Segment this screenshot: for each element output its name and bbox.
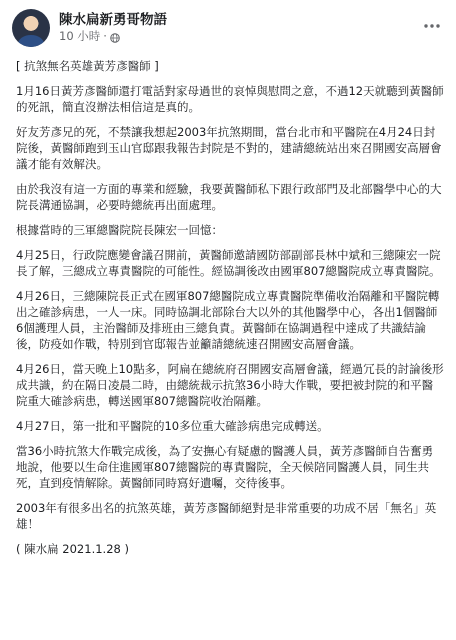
- post-header: [12, 8, 167, 48]
- post-meta: [59, 12, 167, 44]
- post-paragraph: 4月25日，行政院應變會議召開前，黃醫師邀請國防部副部長林中斌和三總陳宏一院長了解，三總成立專責醫院的可能性。經協調後改由國軍807總醫院成立專責醫院。: [16, 248, 441, 278]
- post-paragraph: 4月27日，第一批和平醫院的10多位重大確診病患完成轉送。: [16, 419, 329, 433]
- post-paragraph: 由於我沒有這一方面的專業和經驗，我要黃醫師私下跟行政部門及北部醫學中心的大院長溝通協調，必要時總統再出面處理。: [16, 182, 442, 212]
- avatar[interactable]: [12, 9, 50, 47]
- post-paragraph: 4月26日，三總陳院長正式在國軍807總醫院成立專責醫院準備收治隔離和平醫院轉出之確診病患，一人一床。同時協調北部除台大以外的其他醫學中心，各出1個醫師6個護理人員，主治醫師及排班由三總負責。黃醫師在協調過程中達成了共識結論後，防疫如作戰，特別到官邸報告並籲請總統速召開國安高層會議。: [16, 289, 440, 351]
- post-paragraph: 1月16日黃芳彥醫師還打電話對家母過世的哀悼與慰問之意，不過12天就聽到黃醫師的死訊，簡直沒辦法相信這是真的。: [16, 84, 444, 114]
- post-paragraph: 根據當時的三軍總醫院院長陳宏一回憶：: [16, 223, 223, 237]
- post-signature: ( 陳水扁 2021.1.28 ): [16, 542, 129, 556]
- post-paragraph: 2003年有很多出名的抗煞英雄，黃芳彥醫師絕對是非常重要的功成不居「無名」英雄！: [16, 501, 437, 531]
- post-body: [16, 58, 444, 566]
- post-paragraph: 當36小時抗煞大作戰完成後，為了安撫心有疑慮的醫護人員，黃芳彥醫師自告奮勇地說，他要以生命住進國軍807總醫院的專責醫院，全天候陪同醫護人員，同生共死，直到疫情解除。黃醫師同時寫好遺囑，交待後事。: [16, 444, 434, 490]
- post-paragraph: 好友芳彥兄的死，不禁讓我想起2003年抗煞期間，當台北市和平醫院在4月24日封院後，黃醫師跑到玉山官邸跟我報告封院是不對的，建請總統站出來召開國安高層會議才能有效解決。: [16, 125, 442, 171]
- post-subline: [59, 29, 167, 44]
- page-name[interactable]: 陳水扁新勇哥物語: [59, 12, 167, 28]
- post-title: [ 抗煞無名英雄黃芳彥醫師 ]: [16, 59, 159, 73]
- post-paragraph: 4月26日，當天晚上10點多，阿扁在總統府召開國安高層會議，經過冗長的討論後形成共識，約在隔日凌晨二時，由總統裁示抗煞36小時大作戰，要把被封院的和平醫院重大確診病患，轉送國軍807總醫院收治隔離。: [16, 362, 444, 408]
- separator-dot: ·: [103, 29, 107, 43]
- more-options-button[interactable]: [420, 14, 444, 38]
- globe-icon: [110, 32, 120, 42]
- more-horizontal-icon: [424, 24, 440, 28]
- post-time[interactable]: 10 小時: [59, 29, 101, 43]
